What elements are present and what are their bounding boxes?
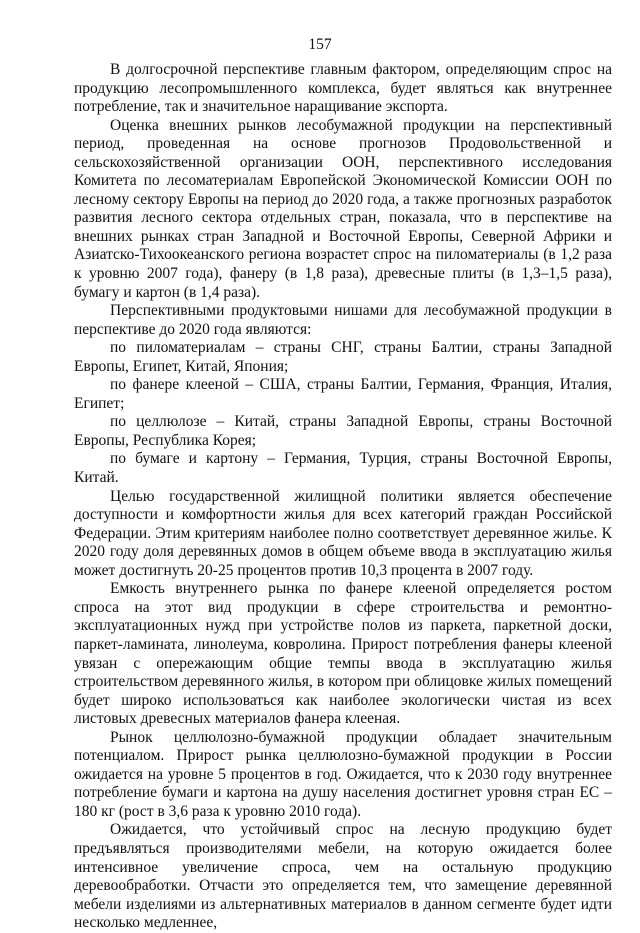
list-item-sawn-timber: по пиломатериалам – страны СНГ, страны Балтии, страны Западной Европы, Египет, Китай, Япония; (74, 339, 612, 375)
paragraph-external-markets: Оценка внешних рынков лесобумажной продукции на перспективный период, проведенная на основе прогнозов Продовольственной и сельскохозяйственной организации ООН, перспективного исследования Комитета по лесоматериалам Европейской Экономической Комиссии ООН по лесному сектору Европы на период до 2020 года, а также прогнозных разработок развития лесного сектора отдельных стран, показала, что в перспективе на внешних рынках стран Западной и Восточной Европы, Северной Африки и Азиатско-Тихоокеанского региона возрастет спрос на пиломатериалы (в 1,2 раза к уровню 2007 года), фанеру (в 1,8 раза), древесные плиты (в 1,3–1,5 раза), бумагу и картон (в 1,4 раза). (74, 116, 612, 301)
paragraph-product-niches: Перспективными продуктовыми нишами для лесобумажной продукции в перспективе до 2020 года являются: (74, 302, 612, 338)
page-number: 157 (308, 36, 332, 53)
list-item-pulp: по целлюлозе – Китай, страны Западной Европы, страны Восточной Европы, Республика Корея; (74, 413, 612, 449)
document-body (74, 61, 612, 933)
list-item-paper-cardboard: по бумаге и картону – Германия, Турция, страны Восточной Европы, Китай. (74, 450, 612, 487)
list-item-plywood: по фанере клееной – США, страны Балтии, Германия, Франция, Италия, Египет; (74, 376, 612, 412)
paragraph-housing-policy: Целью государственной жилищной политики является обеспечение доступности и комфортности жилья для всех категорий граждан Российской Федерации. Этим критериям наиболее полно соответствует деревянное жилье. К 2020 году доля деревянных домов в общем объеме ввода в эксплуатацию жилья может достигнуть 20-25 процентов против 10,3 процента в 2007 году. (74, 487, 612, 579)
paragraph-export-demand: В долгосрочной перспективе главным фактором, определяющим спрос на продукцию лесопромышленного комплекса, будет являться как внутреннее потребление, так и значительное наращивание экспорта. (74, 61, 612, 116)
paragraph-furniture-demand: Ожидается, что устойчивый спрос на лесную продукцию будет предъявляться производителями мебели, на которую ожидается более интенсивное увеличение спроса, чем на остальную продукцию деревообработки. Отчасти это определяется тем, что замещение деревянной мебели изделиями из альтернативных материалов в данном сегменте будет идти несколько медленнее, (74, 821, 612, 932)
paragraph-plywood-market: Емкость внутреннего рынка по фанере клееной определяется ростом спроса на этот вид продукции в сфере строительства и ремонтно-эксплуатационных нужд при устройстве полов из паркета, паркетной доски, паркет-ламината, линолеума, ковролина. Прирост потребления фанеры клееной увязан с опережающим общие темпы ввода в эксплуатацию жилья строительством деревянного жилья, в котором при облицовке жилых помещений будет широко использоваться как наиболее экологически чистая из всех листовых древесных материалов фанера клееная. (74, 580, 612, 728)
paragraph-pulp-paper-market: Рынок целлюлозно-бумажной продукции обладает значительным потенциалом. Прирост рынка целлюлозно-бумажной продукции в России ожидается на уровне 5 процентов в год. Ожидается, что к 2030 году внутреннее потребление бумаги и картона на душу населения достигнет уровня стран ЕС – 180 кг (рост в 3,6 раза к уровню 2010 года). (74, 728, 612, 820)
